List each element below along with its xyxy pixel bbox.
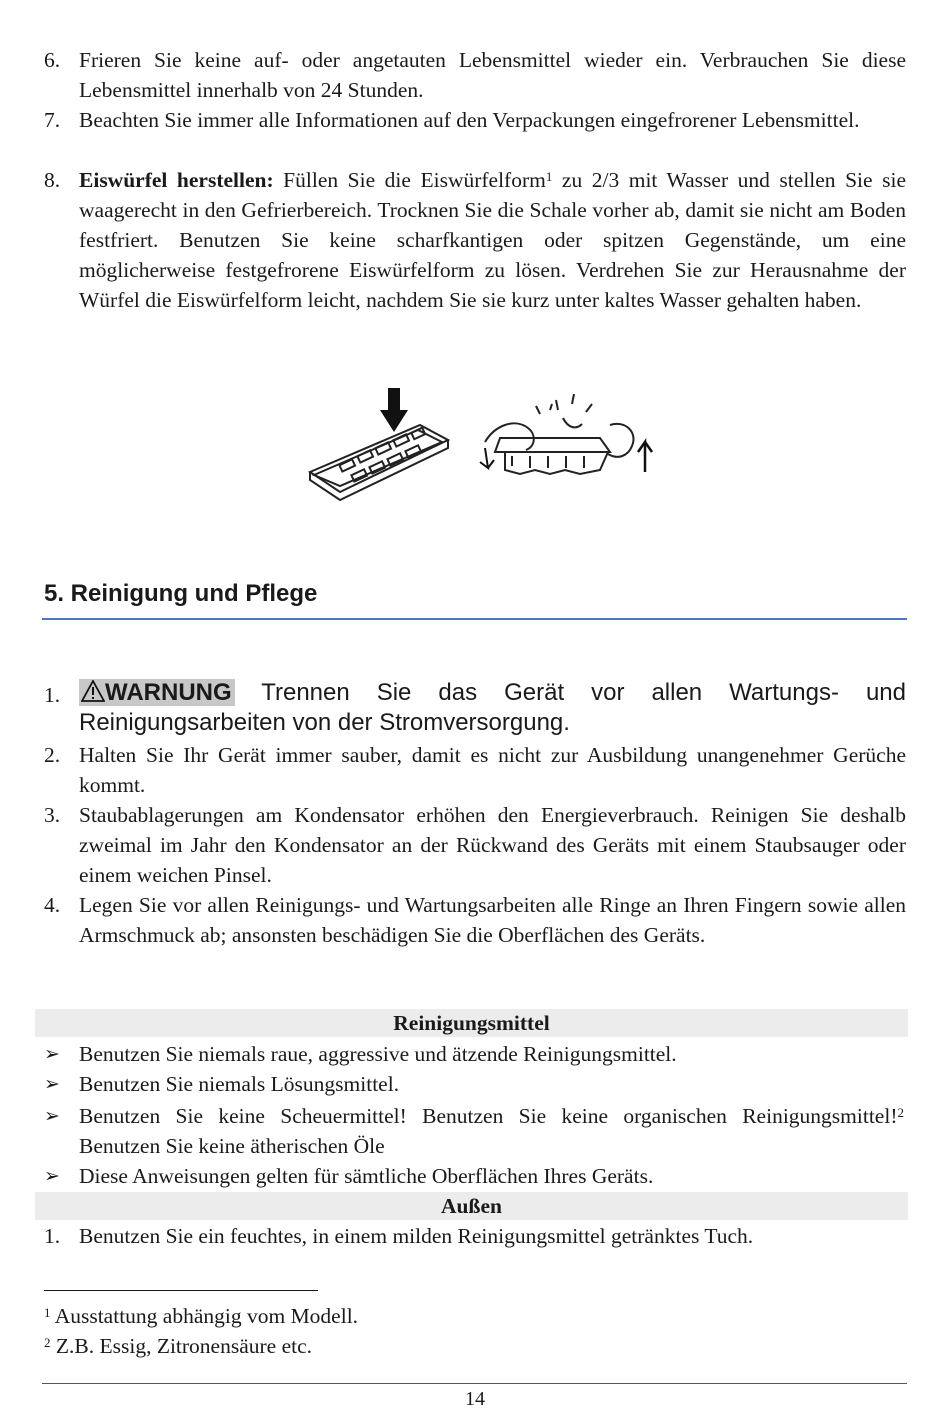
- warning-text: [79, 678, 906, 738]
- bullet-text: Benutzen Sie niemals raue, aggressive und ätzende Reinigungsmittel.: [79, 1042, 677, 1066]
- list-number: 3.: [44, 803, 61, 827]
- list-number: 2.: [44, 743, 61, 767]
- list-item: [44, 678, 906, 738]
- ice-tray-left-drawing: [310, 425, 448, 500]
- warning-badge: [79, 679, 235, 706]
- bullet-text: Benutzen Sie niemals Lösungsmittel.: [79, 1072, 400, 1096]
- text-part: zu 2/3 mit Wasser und stellen Sie sie waagerecht in den Gefrierbereich. Trocknen Sie die Schale vorher ab, damit sie nicht am Boden festfriert. Benutzen Sie keine scharfkantigen oder spitzen Gegenstände, um eine möglicherweise festgefrorene Eiswürfelform zu lösen. Verdrehen Sie zur Herausnahme der Würfel die Eiswürfelform leicht, nachdem Sie sie kurz unter kaltes Wasser gehalten haben.: [79, 168, 906, 312]
- bullet-arrow-icon: ➢: [44, 1073, 60, 1095]
- bullet-item: [44, 1161, 904, 1191]
- list-text: Benutzen Sie ein feuchtes, in einem milden Reinigungsmittel getränktes Tuch.: [79, 1224, 754, 1248]
- arrow-down-left-icon: [480, 448, 494, 468]
- list-text: Frieren Sie keine auf- oder angetauten Lebensmittel wieder ein. Verbrauchen Sie diese Lebensmittel innerhalb von 24 Stunden.: [79, 48, 906, 102]
- bullet-arrow-icon: ➢: [44, 1043, 60, 1065]
- footnote-separator: [44, 1290, 318, 1291]
- list-text: Legen Sie vor allen Reinigungs- und Wartungsarbeiten alle Ringe an Ihren Fingern sowie allen Armschmuck ab; ansonsten beschädigen Sie die Oberflächen des Geräts.: [79, 893, 906, 947]
- list-item: [44, 800, 906, 890]
- list-item: [44, 890, 906, 950]
- footnote: [44, 1331, 312, 1361]
- list-number: 6.: [44, 48, 61, 72]
- bullet-item: [44, 1039, 904, 1069]
- section-rule: [42, 618, 907, 620]
- bold-lead: Eiswürfel herstellen:: [79, 168, 274, 192]
- bullet-text: [79, 1101, 904, 1161]
- list-text: [79, 165, 906, 315]
- bullet-item: [44, 1069, 904, 1099]
- bullet-arrow-icon: ➢: [44, 1165, 60, 1187]
- list-number: 7.: [44, 108, 61, 132]
- warning-triangle-icon: [81, 680, 105, 702]
- warning-message: Trennen Sie das Gerät vor allen Wartungs- und Reinigungsarbeiten von der Stromversorgung.: [79, 679, 906, 736]
- list-item: [44, 165, 906, 315]
- list-text: Beachten Sie immer alle Informationen auf den Verpackungen eingefrorener Lebensmittel.: [79, 108, 860, 132]
- list-item: [44, 45, 906, 105]
- footer-rule: [42, 1383, 907, 1384]
- list-item: [44, 740, 906, 800]
- list-text: Halten Sie Ihr Gerät immer sauber, damit es nicht zur Ausbildung unangenehmer Gerüche kommt.: [79, 743, 906, 797]
- list-item: [44, 105, 906, 135]
- ice-tray-right-drawing: [485, 394, 633, 474]
- bullet-item: [44, 1101, 904, 1161]
- footnote-mark: 2: [44, 1335, 51, 1350]
- cleaning-agents-header: Reinigungsmittel: [35, 1009, 908, 1037]
- bullet-text: Diese Anweisungen gelten für sämtliche Oberflächen Ihres Geräts.: [79, 1164, 654, 1188]
- list-number: 1.: [44, 1224, 61, 1248]
- list-number: 1.: [44, 683, 61, 707]
- arrow-down-icon: [380, 388, 408, 432]
- footnote-text: Ausstattung abhängig vom Modell.: [50, 1304, 359, 1328]
- text-part: Benutzen Sie keine ätherischen Öle: [79, 1134, 385, 1158]
- outside-header: Außen: [35, 1192, 908, 1220]
- footnote: [44, 1301, 358, 1331]
- text-part: Füllen Sie die Eiswürfelform: [273, 168, 546, 192]
- list-number: 8.: [44, 168, 61, 192]
- footnote-text: Z.B. Essig, Zitronensäure etc.: [50, 1334, 313, 1358]
- ice-tray-illustration: [300, 380, 660, 510]
- warning-label: WARNUNG: [105, 679, 232, 706]
- footnote-mark: 1: [44, 1305, 51, 1320]
- page-number: 14: [465, 1388, 485, 1410]
- arrow-up-icon: [638, 442, 652, 472]
- list-number: 4.: [44, 893, 61, 917]
- text-part: Benutzen Sie keine Scheuermittel! Benutzen Sie keine organischen Reinigungsmittel!: [79, 1104, 898, 1128]
- section-heading: 5. Reinigung und Pflege: [44, 580, 318, 607]
- list-text: Staubablagerungen am Kondensator erhöhen den Energieverbrauch. Reinigen Sie deshalb zweimal im Jahr den Kondensator an der Rückwand des Geräts mit einem Staubsauger oder einem weichen Pinsel.: [79, 803, 906, 887]
- footnote-ref: 1: [545, 169, 553, 184]
- list-item: [44, 1221, 906, 1251]
- bullet-arrow-icon: ➢: [44, 1105, 60, 1127]
- footnote-ref: 2: [897, 1105, 904, 1120]
